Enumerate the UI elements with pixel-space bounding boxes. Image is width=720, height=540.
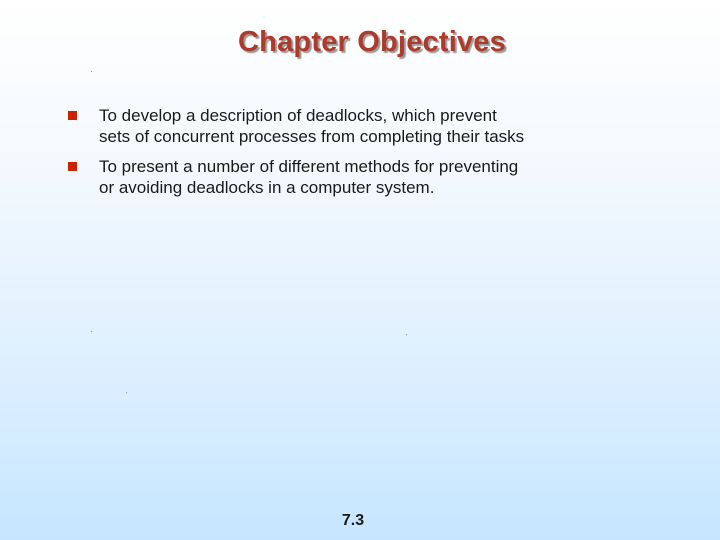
bullet-line-1: To present a number of different methods for preventing (99, 157, 519, 176)
slide-title: Chapter Objectives (238, 26, 506, 58)
decorative-speck: ˏ (125, 385, 128, 394)
square-bullet-icon (68, 162, 77, 171)
decorative-speck: ˏ (405, 327, 408, 336)
decorative-speck: · (90, 327, 93, 336)
bullet-line-1: To develop a description of deadlocks, which prevent (99, 106, 497, 125)
list-item (68, 105, 628, 147)
bullet-line-2: sets of concurrent processes from completing their tasks (99, 127, 525, 146)
bullet-line-2: or avoiding deadlocks in a computer system. (99, 178, 435, 197)
square-bullet-icon (68, 111, 77, 120)
list-item (68, 156, 628, 198)
decorative-speck: · (90, 67, 93, 76)
objectives-list (68, 105, 628, 207)
page-number: 7.3 (341, 512, 365, 529)
